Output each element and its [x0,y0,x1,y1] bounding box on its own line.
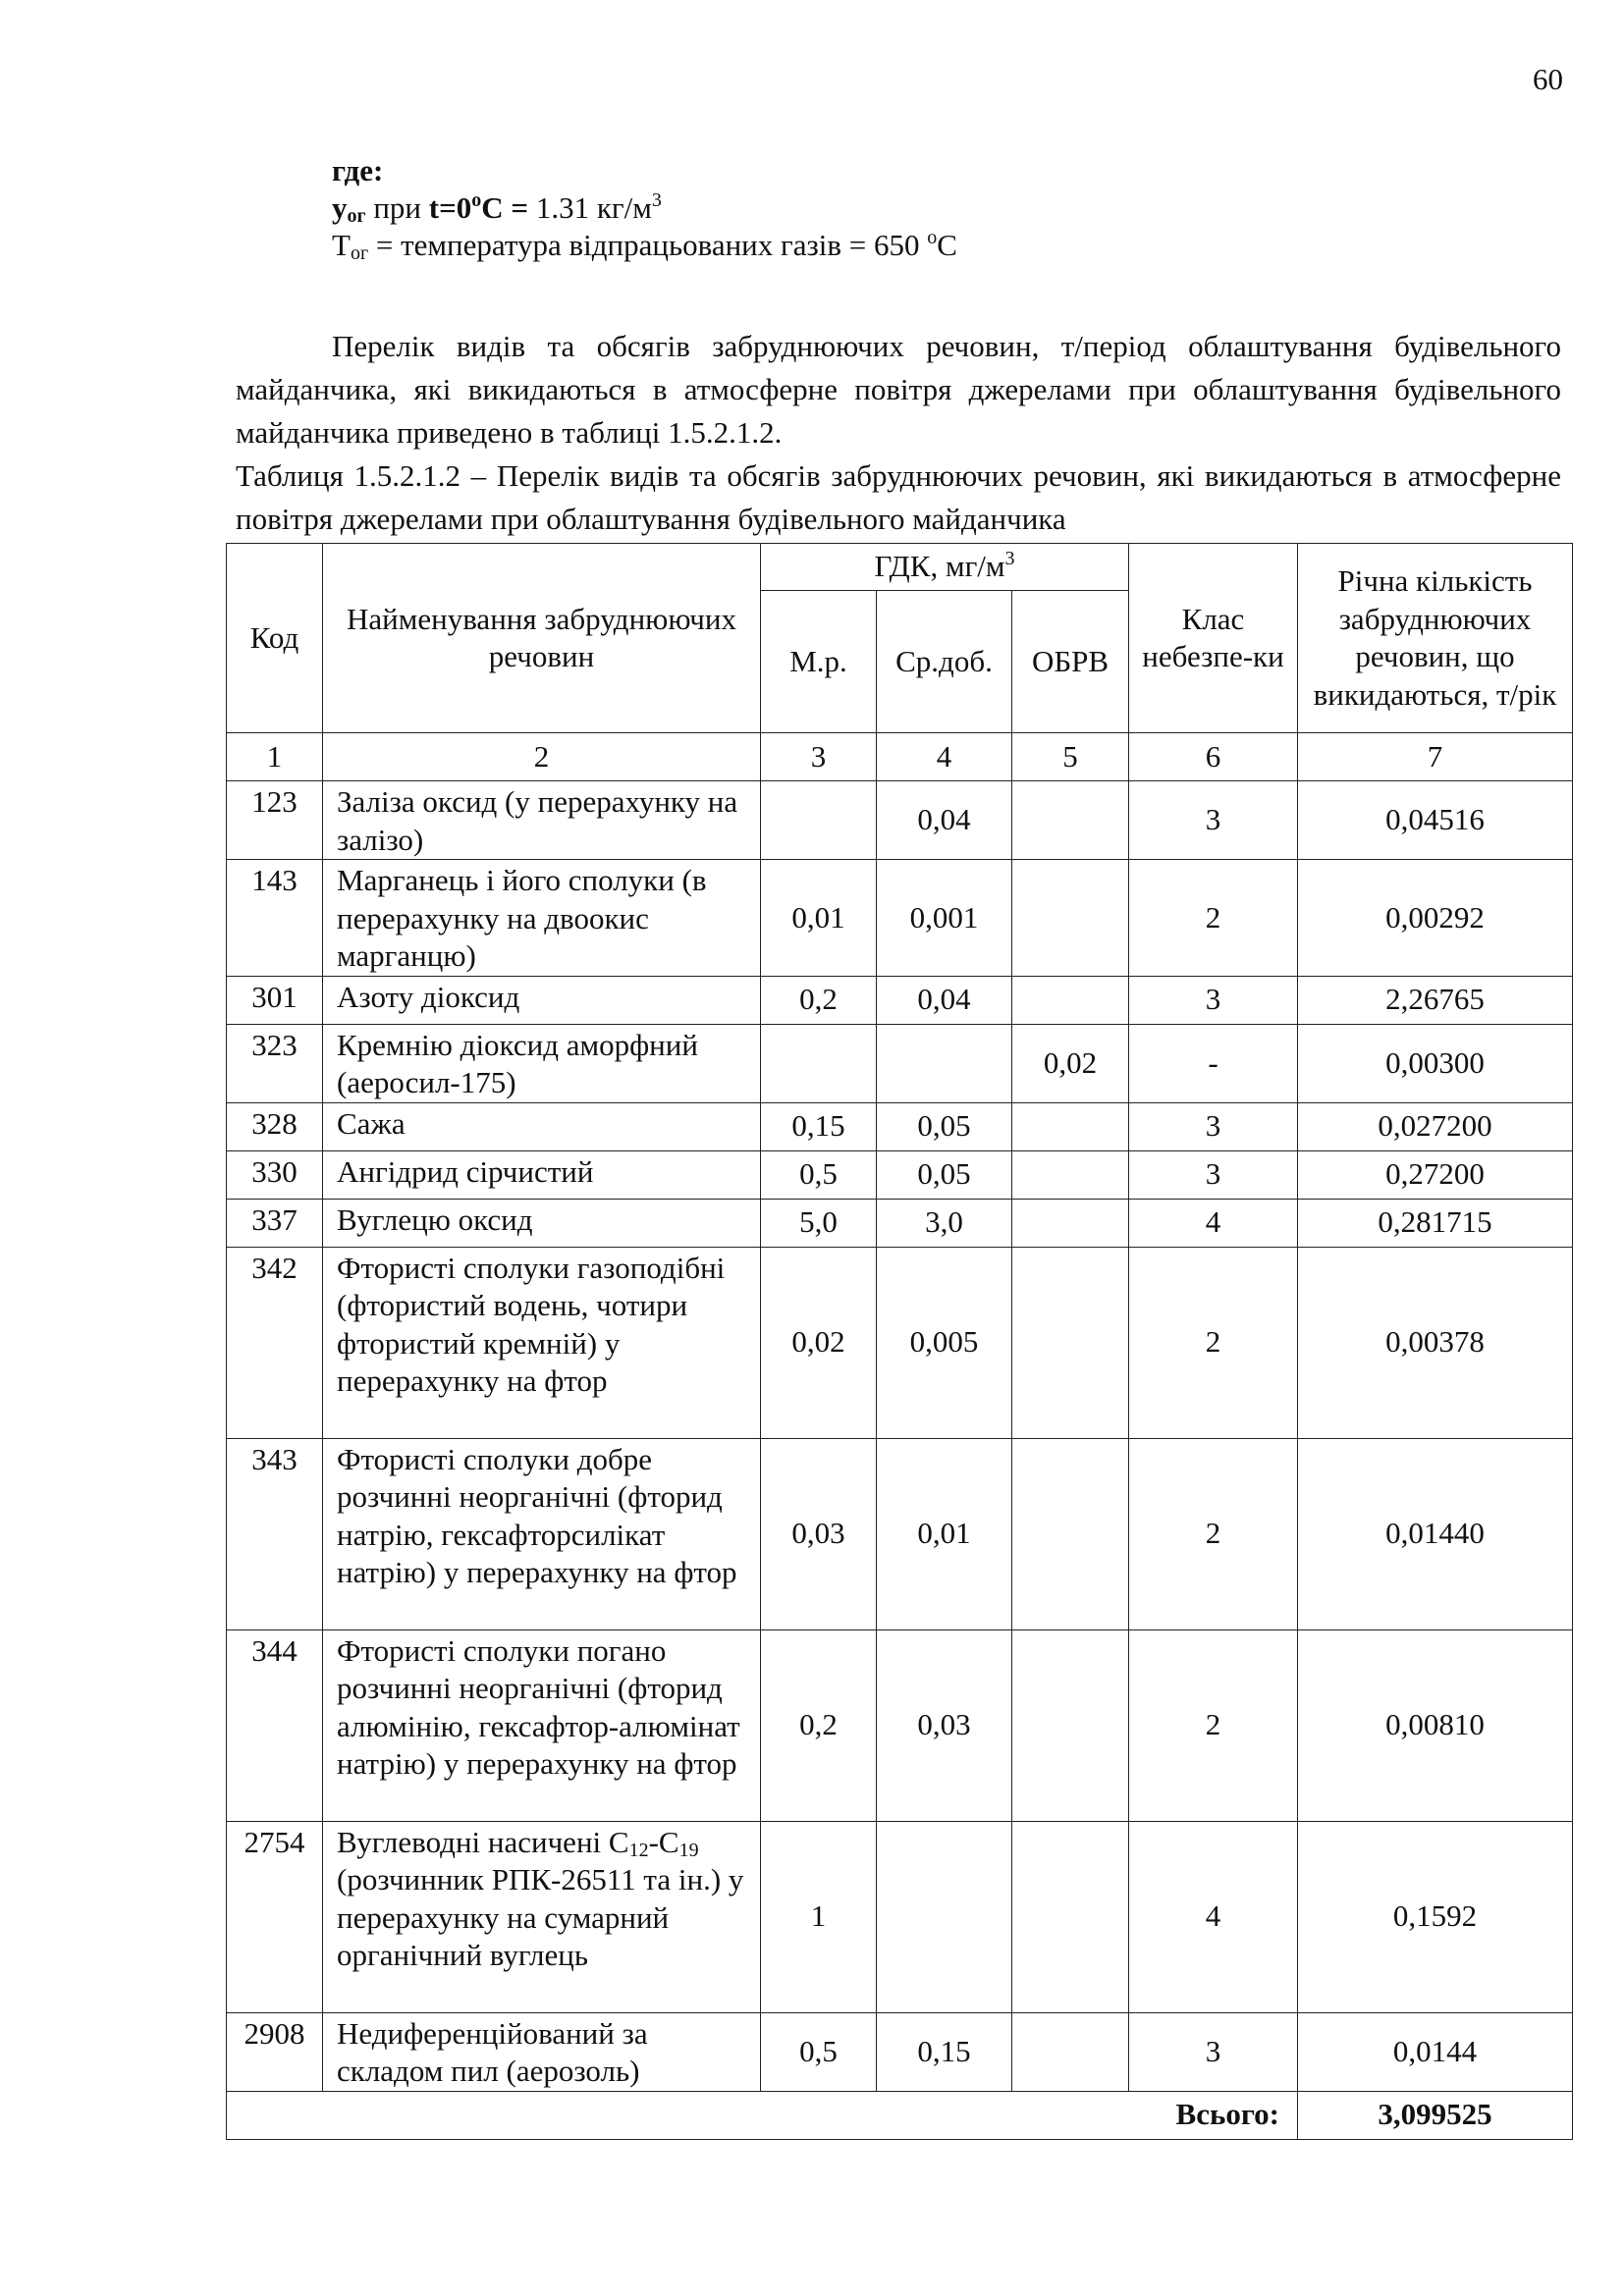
cell-name: Азоту діоксид [323,976,761,1024]
cell-srdob: 0,05 [877,1102,1012,1150]
header-mr: М.р. [761,591,877,733]
column-number: 1 [227,733,323,781]
cell-mr: 0,01 [761,860,877,977]
total-row [227,2091,1573,2139]
column-number: 3 [761,733,877,781]
cell-obrv [1012,1102,1129,1150]
cell-class: 3 [1129,1102,1298,1150]
cell-mr: 0,5 [761,1150,877,1199]
cell-code: 344 [227,1629,323,1821]
cell-name: Вуглеводні насичені $С_{12}-С_{19}$ (розчинник РПК-26511 та ін.) у перерахунку на сумарний органічний вуглець [323,1821,761,2012]
cell-code: 2754 [227,1821,323,2012]
cell-mr: 0,2 [761,1629,877,1821]
table-row [227,1150,1573,1199]
cell-name: Фтористі сполуки газоподібні (фтористий водень, чотири фтористий кремній) у перерахунку на фтор [323,1247,761,1438]
column-numbers-row [227,733,1573,781]
cell-mr: 0,03 [761,1438,877,1629]
header-hazard-class: Клас небезпе-ки [1129,544,1298,733]
table-row [227,2012,1573,2091]
cell-mr: 0,2 [761,976,877,1024]
cell-class: 2 [1129,1629,1298,1821]
cell-name: Недиференційований за складом пил (аерозоль) [323,2012,761,2091]
cell-class: 3 [1129,1150,1298,1199]
cell-mr [761,781,877,860]
table-caption: Таблиця 1.5.2.1.2 – Перелік видів та обсягів забруднюючих речовин, які викидаються в атмосферне повітря джерелами при облаштування будівельного майданчика [236,458,1561,536]
cell-class: 3 [1129,976,1298,1024]
cell-name: Сажа [323,1102,761,1150]
table-row [227,1821,1573,2012]
cell-obrv [1012,2012,1129,2091]
cell-code: 343 [227,1438,323,1629]
cell-srdob: 0,005 [877,1247,1012,1438]
cell-annual: 0,01440 [1298,1438,1573,1629]
cell-mr: 0,5 [761,2012,877,2091]
cell-annual: 0,00292 [1298,860,1573,977]
cell-annual: 0,00378 [1298,1247,1573,1438]
cell-srdob: 0,03 [877,1629,1012,1821]
cell-annual: 0,027200 [1298,1102,1573,1150]
cell-mr: 5,0 [761,1199,877,1247]
cell-code: 323 [227,1024,323,1102]
cell-name: Фтористі сполуки добре розчинні неорганічні (фторид натрію, гексафторсилікат натрію) у перерахунку на фтор [323,1438,761,1629]
cell-annual: 0,0144 [1298,2012,1573,2091]
cell-class: 3 [1129,2012,1298,2091]
cell-name: Кремнію діоксид аморфний (аеросил-175) [323,1024,761,1102]
header-name: Найменування забруднюючих речовин [323,544,761,733]
cell-name: Заліза оксид (у перерахунку на залізо) [323,781,761,860]
total-label: Всього: [227,2091,1298,2139]
cell-annual: 2,26765 [1298,976,1573,1024]
cell-mr: 0,15 [761,1102,877,1150]
cell-code: 328 [227,1102,323,1150]
cell-annual: 0,1592 [1298,1821,1573,2012]
cell-class: 4 [1129,1821,1298,2012]
column-number: 7 [1298,733,1573,781]
cell-name: Вуглецю оксид [323,1199,761,1247]
cell-annual: 0,00300 [1298,1024,1573,1102]
page-number: 60 [1533,62,1563,96]
cell-obrv: 0,02 [1012,1024,1129,1102]
cell-annual: 0,00810 [1298,1629,1573,1821]
cell-obrv [1012,1199,1129,1247]
cell-class: 2 [1129,860,1298,977]
header-gdk: ГДК, $мг/м^3$ [761,544,1129,591]
cell-obrv [1012,976,1129,1024]
cell-class: 2 [1129,1438,1298,1629]
cell-class: 3 [1129,781,1298,860]
header-obrv: ОБРВ [1012,591,1129,733]
table-row [227,1247,1573,1438]
intro-paragraph: Перелік видів та обсягів забруднюючих речовин, т/період облаштування будівельного майданчика, які викидаються в атмосферне повітря джерелами при облаштування будівельного майданчика приведено в таблиці 1.5.2.1.2. [236,329,1561,450]
cell-code: 337 [227,1199,323,1247]
cell-annual: 0,04516 [1298,781,1573,860]
cell-srdob: 0,04 [877,976,1012,1024]
column-number: 6 [1129,733,1298,781]
cell-code: 123 [227,781,323,860]
cell-obrv [1012,781,1129,860]
cell-srdob [877,1821,1012,2012]
temperature-line: $T_{ог}$ = температура відпрацьованих газів = 650 $^o$C [332,227,957,264]
cell-obrv [1012,860,1129,977]
emissions-table [226,543,1573,2140]
cell-annual: 0,27200 [1298,1150,1573,1199]
cell-code: 301 [227,976,323,1024]
cell-obrv [1012,1629,1129,1821]
density-line: $y_{ог}$ при $t=0^oC = 1.31$ $кг/м^3$ [332,189,662,227]
where-label: где: [332,153,384,187]
table-row [227,1102,1573,1150]
cell-obrv [1012,1821,1129,2012]
cell-obrv [1012,1150,1129,1199]
cell-name: Ангідрид сірчистий [323,1150,761,1199]
table-row [227,1438,1573,1629]
column-number: 2 [323,733,761,781]
cell-srdob: 0,01 [877,1438,1012,1629]
cell-srdob: 3,0 [877,1199,1012,1247]
formula-notes [332,152,1559,264]
header-srdob: Ср.доб. [877,591,1012,733]
table-row [227,976,1573,1024]
total-value: 3,099525 [1298,2091,1573,2139]
cell-class: 4 [1129,1199,1298,1247]
cell-code: 342 [227,1247,323,1438]
cell-name: Фтористі сполуки погано розчинні неорганічні (фторид алюмінію, гексафтор-алюмінат натрію) у перерахунку на фтор [323,1629,761,1821]
cell-class: - [1129,1024,1298,1102]
table-row [227,781,1573,860]
table-row [227,860,1573,977]
cell-code: 143 [227,860,323,977]
cell-srdob: 0,15 [877,2012,1012,2091]
cell-mr: 0,02 [761,1247,877,1438]
cell-code: 2908 [227,2012,323,2091]
cell-srdob [877,1024,1012,1102]
table-row [227,1629,1573,1821]
cell-mr [761,1024,877,1102]
cell-annual: 0,281715 [1298,1199,1573,1247]
cell-class: 2 [1129,1247,1298,1438]
cell-srdob: 0,04 [877,781,1012,860]
cell-srdob: 0,05 [877,1150,1012,1199]
column-number: 5 [1012,733,1129,781]
cell-code: 330 [227,1150,323,1199]
header-code: Код [227,544,323,733]
cell-srdob: 0,001 [877,860,1012,977]
column-number: 4 [877,733,1012,781]
cell-name: Марганець і його сполуки (в перерахунку на двоокис марганцю) [323,860,761,977]
table-row [227,1024,1573,1102]
cell-obrv [1012,1247,1129,1438]
table-row [227,1199,1573,1247]
cell-mr: 1 [761,1821,877,2012]
header-annual: Річна кількість забруднюючих речовин, що викидаються, т/рік [1298,544,1573,733]
cell-obrv [1012,1438,1129,1629]
